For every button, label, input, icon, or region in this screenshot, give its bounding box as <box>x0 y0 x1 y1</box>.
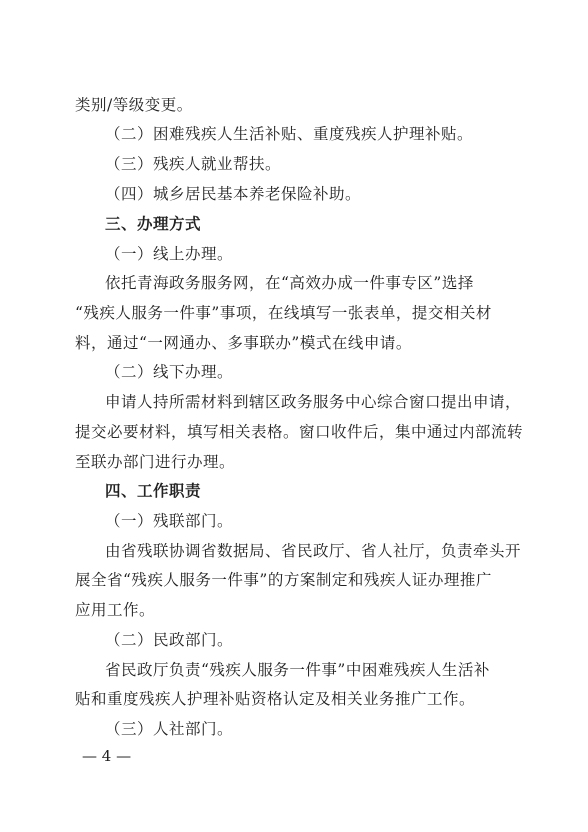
subheading-online: （一）线上办理。 <box>105 245 234 263</box>
subheading-disabled-federation: （一）残联部门。 <box>105 512 234 530</box>
paragraph-line: 至联办部门进行办理。 <box>75 453 236 471</box>
paragraph-line: 提交必要材料，填写相关表格。窗口收件后，集中通过内部流转 <box>75 423 524 441</box>
subheading-offline: （二）线下办理。 <box>105 363 234 381</box>
paragraph-line: 由省残联协调省数据局、省民政厅、省人社厅，负责牵头开 <box>105 542 522 560</box>
paragraph-line: 应用工作。 <box>75 601 156 619</box>
subheading-civil-affairs: （二）民政部门。 <box>105 631 234 649</box>
paragraph-line: 省民政厅负责“残疾人服务一件事”中困难残疾人生活补 <box>105 661 490 679</box>
list-item-2: （二）困难残疾人生活补贴、重度残疾人护理补贴。 <box>105 125 474 143</box>
list-item-3: （三）残疾人就业帮扶。 <box>105 155 282 173</box>
page-number: — 4 — <box>82 747 132 765</box>
section-heading-4: 四、工作职责 <box>105 482 202 500</box>
list-item-4: （四）城乡居民基本养老保险补助。 <box>105 185 362 203</box>
paragraph-line: 展全省“残疾人服务一件事”的方案制定和残疾人证办理推广 <box>75 571 492 589</box>
subheading-human-resources: （三）人社部门。 <box>105 720 234 738</box>
text-line-category-change: 类别/等级变更。 <box>75 96 193 114</box>
section-heading-3: 三、办理方式 <box>105 215 202 233</box>
paragraph-line: 料，通过“一网通办、多事联办”模式在线申请。 <box>75 334 412 352</box>
paragraph-line: 贴和重度残疾人护理补贴资格认定及相关业务推广工作。 <box>75 690 476 708</box>
paragraph-line: 申请人持所需材料到辖区政务服务中心综合窗口提出申请， <box>105 393 522 411</box>
paragraph-line: “残疾人服务一件事”事项，在线填写一张表单，提交相关材 <box>75 304 492 322</box>
paragraph-line: 依托青海政务服务网，在“高效办成一件事专区”选择 <box>105 274 474 292</box>
